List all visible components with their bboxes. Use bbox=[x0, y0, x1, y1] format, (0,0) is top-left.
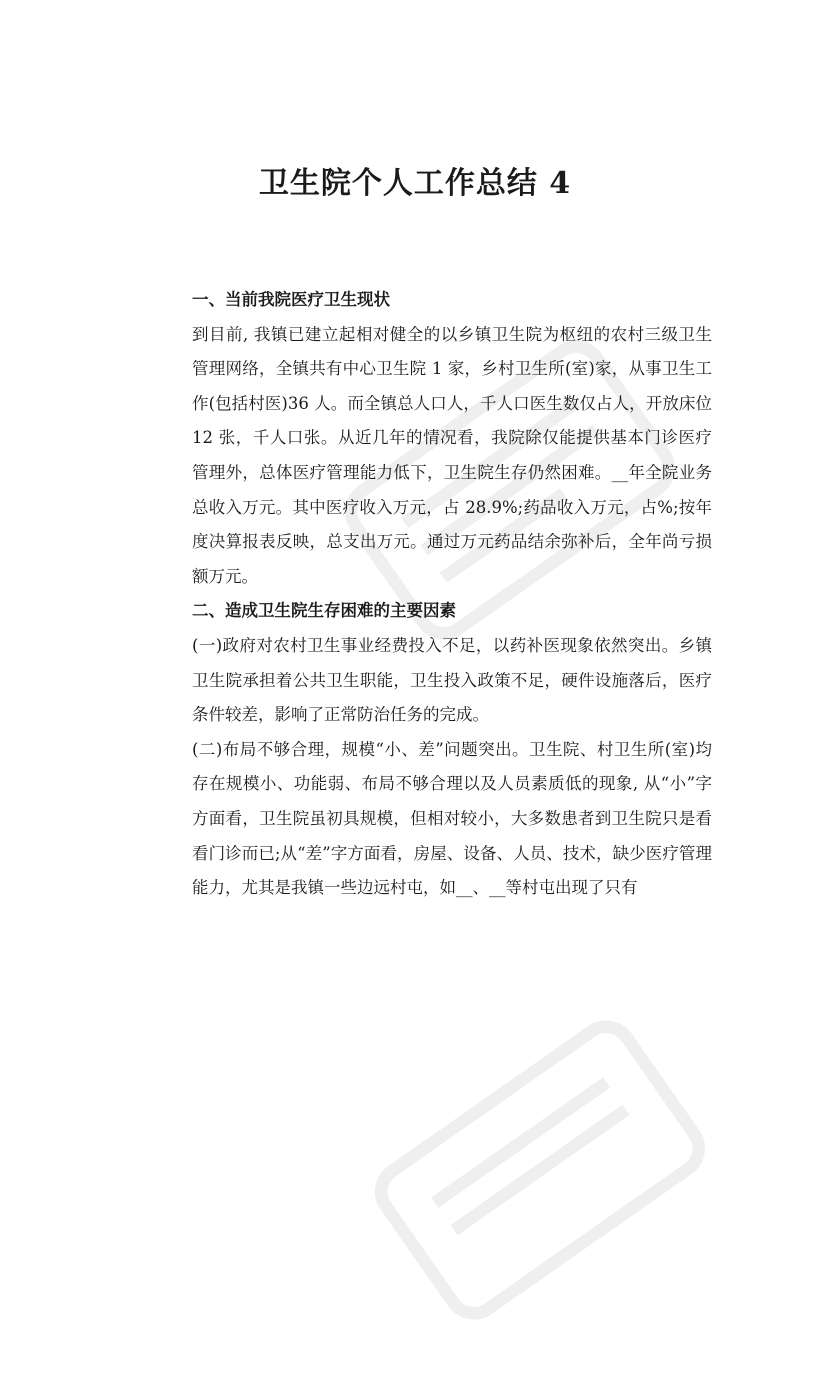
body-paragraph: (二)布局不够合理，规模“小、差”问题突出。卫生院、村卫生所(室)均存在规模小、功能弱、布局不够合理以及人员素质低的现象, 从“小”字方面看，卫生院虽初具规模，但相对较小，大多数患者到卫生院只是看看门诊而已;从“差”字方面看，房屋、设备、人员、技术，缺少医疗管理能力，尤其是我镇一些边远村屯，如__、__等村屯出现了只有 bbox=[192, 739, 712, 898]
body-paragraph: (一)政府对农村卫生事业经费投入不足，以药补医现象依然突出。乡镇卫生院承担着公共卫生职能，卫生投入政策不足，硬件设施落后，医疗条件较差，影响了正常防治任务的完成。 bbox=[192, 635, 712, 725]
document-body bbox=[192, 283, 712, 906]
watermark-icon bbox=[330, 960, 750, 1380]
page-title: 卫生院个人工作总结 4 bbox=[258, 166, 572, 201]
body-paragraph: 到目前, 我镇已建立起相对健全的以乡镇卫生院为枢纽的农村三级卫生管理网络，全镇共有中心卫生院 1 家，乡村卫生所(室)家，从事卫生工作(包括村医)36 人。而全镇总人口人，千人口医生数仅占人，开放床位 12 张，千人口张。从近几年的情况看，我院除仅能提供基本门诊医疗管理外，总体医疗管理能力低下，卫生院生存仍然困难。__年全院业务总收入万元。其中医疗收入万元，占 28.9%;药品收入万元，占%;按年度决算报表反映，总支出万元。通过万元药品结余弥补后，全年尚亏损额万元。 bbox=[192, 324, 712, 586]
section-heading: 二、造成卫生院生存困难的主要因素 bbox=[192, 601, 456, 621]
section-heading: 一、当前我院医疗卫生现状 bbox=[192, 290, 390, 309]
